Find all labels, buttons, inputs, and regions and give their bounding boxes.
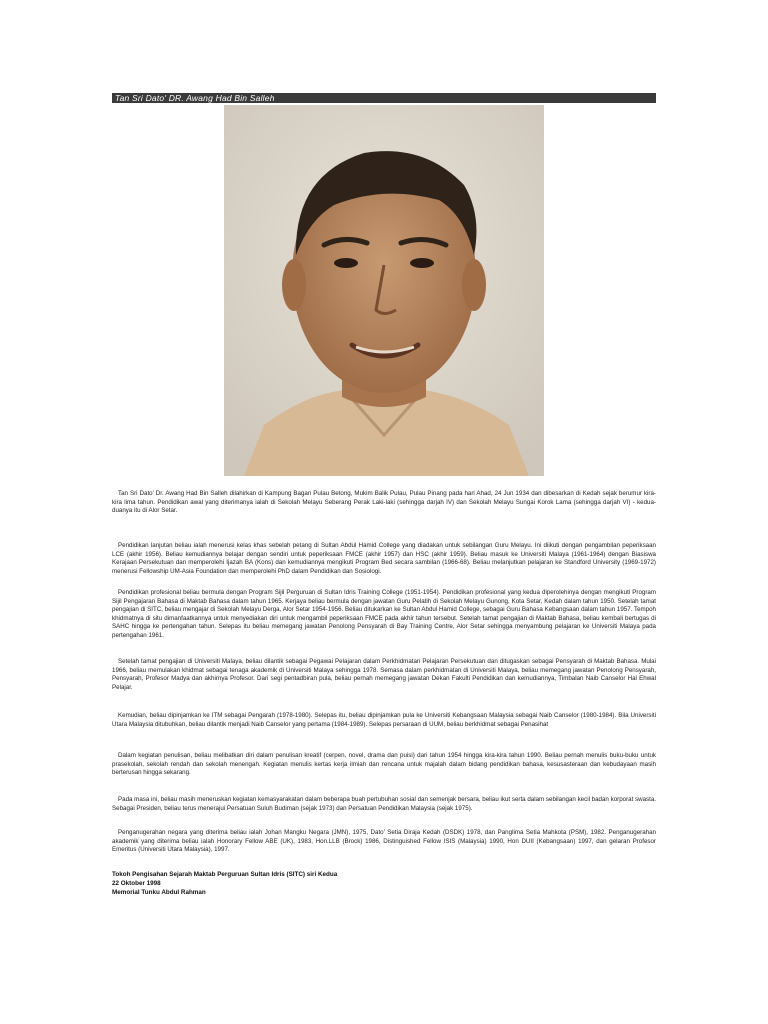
paragraph-8: Penganugerahan negara yang diterima beliau ialah Johan Mangku Negara (JMN), 1975, Dato' Setia Diraja Kedah (DSDK) 1978, dan Panglima Setia Mahkota (PSM), 1982. Penganugerahan akademik yang diterima beliau ialah Honorary Fellow ABE (UK), 1983, Hon.LLB (Brock) 1986, Distinguished Fellow ISIS (Malaysia) 1990, Hon DUII (Kebangsaan) 1997, dan gelaran Profesor Emeritus (Universiti Utara Malaysia), 1997.: [112, 829, 656, 854]
paragraph-2: Pendidikan lanjutan beliau ialah menerusi kelas khas sebelah petang di Sultan Abdul Hamid College yang diadakan untuk sebilangan Guru Melayu. Ini diikuti dengan pengambilan peperiksaan LCE (akhir 1956). Beliau kemudiannya belajar dengan sendiri untuk peperiksaan FMCE (akhir 1957) dan HSC (akhir 1959). Beliau masuk ke Universiti Malaya (1961-1964) dengan Biasiswa Kerajaan Persekutuan dan memperolehi Ijazah BA (Kons) dan kemudiannya mengikuti Program Bed secara sambilan (1966-68). Beliau melanjutkan pelajaran ke Standford University (1969-1972) menerusi Fellowship UM-Asia Foundation dan memperolehi PhD dalam Pendidikan dan Sosiologi.: [112, 542, 656, 575]
paragraph-4: Setelah tamat pengajian di Universiti Malaya, beliau dilantik sebagai Pegawai Pelajaran dalam Perkhidmatan Pelajaran Persekutuan dan ditugaskan sebagai Pensyarah di Maktab Bahasa. Mulai 1966, beliau memulakan khidmat sebagai tenaga akademik di Universiti Malaya sehingga 1978. Semasa dalam perkhidmatan di Universiti Malaya, beliau memegang jawatan Penolong Pensyarah, Pensyarah, Profesor Madya dan akhirnya Profesor. Dari segi pentadbiran pula, beliau pernah memegang jawatan Dekan Fakulti Pendidikan dan kemudiannya, Timbalan Naib Canselor Hal Ehwal Pelajar.: [112, 658, 656, 691]
footer-venue: Memorial Tunku Abdul Rahman: [112, 888, 206, 896]
footer-line: Tokoh Pengisahan Sejarah Maktab Perguruan Sultan Idris (SITC) siri Kedua: [112, 871, 338, 878]
paragraph-1: Tan Sri Dato' Dr. Awang Had Bin Salleh dilahirkan di Kampung Bagan Pulau Betong, Mukim Balik Pulau, Pulau Pinang pada hari Ahad, 24 Jun 1934 dan dibesarkan di Kedah sejak berumur kira-kira lima tahun. Pendidikan awal yang diterimanya ialah di Sekolah Melayu Seberang Perak Laki-laki (sehingga darjah IV) dan Sekolah Melayu Sungai Korok Lama (sehingga darjah VI) - kedua-duanya itu di Alor Setar.: [112, 490, 656, 515]
page-title: Tan Sri Dato' DR. Awang Had Bin Salleh: [115, 93, 275, 103]
portrait-photo: [224, 105, 544, 476]
paragraph-7: Pada masa ini, beliau masih meneruskan kegiatan kemasyarakatan dalam beberapa buah pertubuhan sosial dan semenjak bersara, beliau ikut serta dalam sebilangan kecil badan korporat swasta. Sebagai Presiden, beliau terus menerajui Persatuan Suluh Budiman (sejak 1973) dan Persatuan Pendidikan Malaysia (sejak 1975).: [112, 796, 656, 812]
footer-date: 22 Oktober 1998: [112, 879, 161, 887]
title-bar: [112, 93, 656, 103]
portrait-photo-icon: [224, 105, 544, 476]
paragraph-5: Kemudian, beliau dipinjamkan ke ITM sebagai Pengarah (1978-1980). Selepas itu, beliau dipinjamkan pula ke Universiti Kebangsaan Malaysia sebagai Naib Canselor (1980-1984). Bila Universiti Utara Malaysia ditubuhkan, beliau dilantik menjadi Naib Canselor yang pertama (1984-1989). Selepas persaraan di UUM, beliau berkhidmat sebagai Penasihat: [112, 712, 656, 728]
paragraph-3: Pendidikan profesional beliau bermula dengan Program Sijil Perguruan di Sultan Idris Training College (1951-1954). Pendidikan profesional yang kedua diperolehinya dengan mengikuti Program Sijil Pengajaran Bahasa di Maktab Bahasa dalam tahun 1965. Kerjaya beliau bermula dengan jawatan Guru Pelatih di Sekolah Melayu Gunong, Kota Setar, Kedah dalam tahun 1950. Setelah tamat pengajian di SITC, beliau mengajar di Sekolah Melayu Derga, Alor Setar 1954-1956. Beliau ditukarkan ke Sultan Abdul Hamid College, sebagai Guru Bahasa Kebangsaan dalam tahun 1957. Tempoh khidmatnya di situ dimanfaatkannya untuk menyediakan diri untuk mengambil peperiksaan FMCE pada akhir tahun tersebut. Setelah tamat pengajian di Maktab Bahasa, beliau kembali bertugas di SAHC hingga ke pertengahan tahun. Selepas itu beliau memegang jawatan Penolong Pensyarah di Bay Training Centre, Alor Setar sehingga menyambung pelajaran ke Universiti Malaya pada pertengahan 1961.: [112, 589, 656, 639]
footer: [112, 871, 656, 897]
paragraph-6: Dalam kegiatan penulisan, beliau melibatkan diri dalam penulisan kreatif (cerpen, novel, drama dan puisi) dari tahun 1954 hingga kira-kira tahun 1990. Beliau pernah menulis buku-buku untuk prasekolah, sekolah rendah dan sekolah menengah. Kegiatan menulis kertas kerja ilmiah dan rencana untuk majalah dalam bidang pendidikan bahasa, kesusasteraan dan kebudayaan masih berterusan hingga sekarang.: [112, 752, 656, 777]
